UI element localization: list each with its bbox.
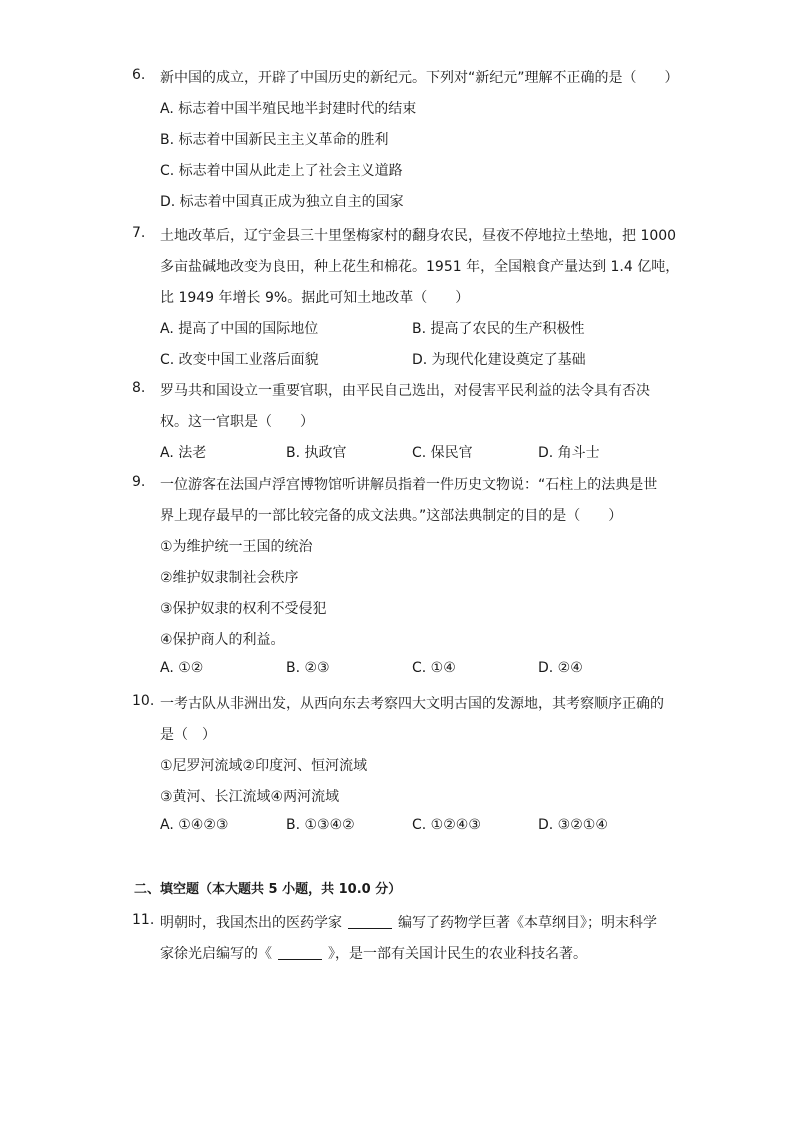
question-number: 10. — [132, 693, 155, 709]
statement-3: ③保护奴隶的权利不受侵犯 — [160, 601, 327, 617]
option-a[interactable]: A. 标志着中国半殖民地半封建时代的结束 — [160, 101, 417, 117]
option-c[interactable]: C. ①④ — [412, 660, 456, 676]
option-d[interactable]: D. ②④ — [538, 660, 583, 676]
question-text: 新中国的成立，开辟了中国历史的新纪元。下列对“新纪元”理解不正确的是（ ） — [160, 70, 679, 86]
option-a[interactable]: A. ①② — [160, 660, 204, 676]
question-text-line-2 — [160, 943, 587, 963]
question-text: 一考古队从非洲出发，从西向东去考察四大文明古国的发源地，其考察顺序正确的 — [160, 696, 664, 712]
text-segment: 家徐光启编写的《 — [160, 946, 272, 962]
question-number: 11. — [132, 912, 155, 928]
text-segment: 明朝时，我国杰出的医药学家 — [160, 915, 342, 931]
text-segment: 》，是一部有关国计民生的农业科技名著。 — [328, 946, 587, 962]
statement-1: ①为维护统一王国的统治 — [160, 539, 313, 555]
option-c[interactable]: C. 保民官 — [412, 445, 473, 461]
section-heading: 二、填空题（本大题共 5 小题，共 10.0 分） — [134, 882, 402, 897]
text-segment: 编写了药物学巨著《本草纲目》；明末科学 — [398, 915, 657, 931]
option-b[interactable]: B. 执政官 — [286, 445, 347, 461]
option-c[interactable]: C. 标志着中国从此走上了社会主义道路 — [160, 163, 403, 179]
question-text: 多亩盐碱地改变为良田，种上花生和棉花。1951 年，全国粮食产量达到 1.4 亿吨， — [160, 259, 680, 275]
option-a[interactable]: A. ①④②③ — [160, 817, 229, 833]
statement-line: ③黄河、长江流域④两河流域 — [160, 789, 340, 805]
blank-1[interactable] — [348, 914, 392, 929]
question-number: 9. — [132, 474, 146, 490]
option-d[interactable]: D. 标志着中国真正成为独立自主的国家 — [160, 194, 404, 210]
option-b[interactable]: B. 提高了农民的生产积极性 — [412, 321, 585, 337]
option-c[interactable]: C. ①②④③ — [412, 817, 481, 833]
question-text: 罗马共和国设立一重要官职，由平民自己选出，对侵害平民利益的法令具有否决 — [160, 383, 650, 399]
option-d[interactable]: D. ③②①④ — [538, 817, 608, 833]
question-text: 权。这一官职是（ ） — [160, 414, 314, 430]
option-a[interactable]: A. 法老 — [160, 445, 207, 461]
statement-line: ①尼罗河流域②印度河、恒河流域 — [160, 758, 368, 774]
option-a[interactable]: A. 提高了中国的国际地位 — [160, 321, 319, 337]
option-d[interactable]: D. 角斗士 — [538, 445, 600, 461]
question-text-line-1 — [160, 912, 657, 932]
question-text: 是（ ） — [160, 727, 216, 743]
statement-2: ②维护奴隶制社会秩序 — [160, 570, 299, 586]
question-number: 7. — [132, 225, 146, 241]
question-number: 6. — [132, 67, 146, 83]
option-b[interactable]: B. 标志着中国新民主主义革命的胜利 — [160, 132, 389, 148]
question-text: 比 1949 年增长 9%。据此可知土地改革（ ） — [160, 290, 470, 306]
blank-2[interactable] — [278, 945, 322, 960]
option-b[interactable]: B. ①③④② — [286, 817, 355, 833]
option-b[interactable]: B. ②③ — [286, 660, 330, 676]
option-d[interactable]: D. 为现代化建设奠定了基础 — [412, 352, 586, 368]
question-text: 一位游客在法国卢浮宫博物馆听讲解员指着一件历史文物说：“石柱上的法典是世 — [160, 477, 658, 493]
option-c[interactable]: C. 改变中国工业落后面貌 — [160, 352, 319, 368]
question-number: 8. — [132, 380, 146, 396]
question-text: 界上现存最早的一部比较完备的成文法典。”这部法典制定的目的是（ ） — [160, 508, 623, 524]
question-text: 土地改革后，辽宁金县三十里堡梅家村的翻身农民，昼夜不停地拉土垫地，把 1000 — [160, 228, 677, 244]
statement-4: ④保护商人的利益。 — [160, 632, 285, 648]
